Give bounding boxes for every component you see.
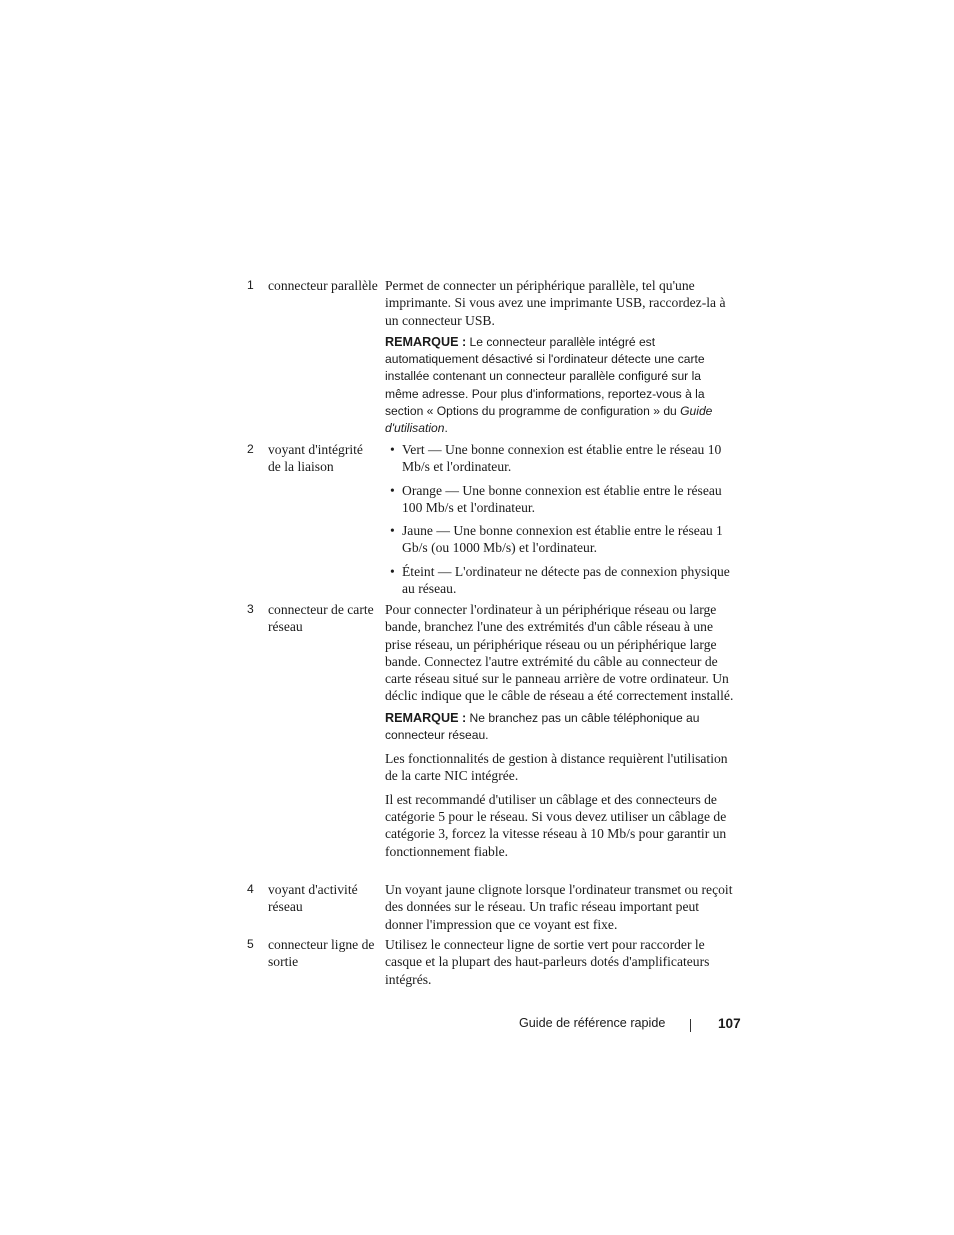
row-number: 2 xyxy=(247,442,254,456)
list-item-text: Orange — Une bonne connexion est établie entre le réseau 100 Mb/s et l'ordinateur. xyxy=(402,482,722,515)
bullet-icon: • xyxy=(390,442,395,457)
row-name: voyant d'intégrité de la liaison xyxy=(268,442,363,475)
page-number: 107 xyxy=(718,1016,741,1031)
note-text: Ne branchez pas un câble téléphonique au connecteur réseau. xyxy=(385,710,700,742)
bullet-icon: • xyxy=(390,482,395,498)
paragraph: Il est recommandé d'utiliser un câblage et des connecteurs de catégorie 5 pour le réseau. Si vous devez utiliser un câblage de catégorie 3, forcez la vitesse réseau à 10 Mb/s pour garantir un fonctionnement fiable. xyxy=(385,791,727,859)
paragraph: Les fonctionnalités de gestion à distance requièrent l'utilisation de la carte NIC intégrée. xyxy=(385,751,728,784)
row-name: connecteur de carte réseau xyxy=(268,602,374,635)
note xyxy=(385,334,737,437)
list-item-text: Vert — Une bonne connexion est établie entre le réseau 10 Mb/s et l'ordinateur. xyxy=(402,442,722,475)
row-number: 5 xyxy=(247,937,254,951)
row-description xyxy=(385,601,737,860)
row-name: connecteur parallèle xyxy=(268,278,378,293)
list-item xyxy=(385,563,737,598)
row-description xyxy=(385,441,737,597)
row-name: connecteur ligne de sortie xyxy=(268,937,375,970)
row-name: voyant d'activité réseau xyxy=(268,882,358,915)
list-item xyxy=(385,482,737,517)
description-text: Un voyant jaune clignote lorsque l'ordinateur transmet ou reçoit des données sur le réseau. Un trafic réseau important peut donner l'impression que ce voyant est fixe. xyxy=(385,882,733,932)
note-end: . xyxy=(444,420,448,435)
row-description xyxy=(385,936,737,988)
note-italic: Guide d'utilisation xyxy=(385,403,713,435)
row-description xyxy=(385,881,737,933)
note-label: REMARQUE : xyxy=(385,334,467,349)
footer-title: Guide de référence rapide xyxy=(519,1016,666,1030)
bullet-list xyxy=(385,441,737,597)
list-item-text: Éteint — L'ordinateur ne détecte pas de connexion physique au réseau. xyxy=(402,563,730,597)
list-item-text: Jaune — Une bonne connexion est établie entre le réseau 1 Gb/s (ou 1000 Mb/s) et l'ordinateur. xyxy=(402,523,723,556)
note-label: REMARQUE : xyxy=(385,710,467,725)
row-number: 4 xyxy=(247,882,254,896)
description-text: Utilisez le connecteur ligne de sortie vert pour raccorder le casque et la plupart des haut-parleurs dotés d'amplificateurs intégrés. xyxy=(385,937,710,987)
description-text: Pour connecter l'ordinateur à un périphérique réseau ou large bande, branchez l'une des extrémités d'un câble réseau à une prise réseau, un périphérique réseau ou un périphérique large bande. Connectez l'autre extrémité du câble au connecteur de carte réseau situé sur le panneau arrière de votre ordinateur. Un déclic indique que le câble de réseau a été correctement installé. xyxy=(385,602,734,704)
footer-separator xyxy=(690,1019,691,1032)
bullet-icon: • xyxy=(390,523,395,539)
description-text: Permet de connecter un périphérique parallèle, tel qu'une imprimante. Si vous avez une imprimante USB, raccordez-la à un connecteur USB. xyxy=(385,278,726,328)
list-item xyxy=(385,522,737,557)
row-description xyxy=(385,277,737,437)
note xyxy=(385,710,737,744)
row-number: 1 xyxy=(247,278,254,292)
list-item xyxy=(385,441,737,476)
bullet-icon: • xyxy=(390,563,395,579)
note-text: Le connecteur parallèle intégré est automatiquement désactivé si l'ordinateur détecte une carte installée contenant un connecteur parallèle configuré sur la même adresse. Pour plus d'informations, reportez-vous à la section « Options du programme de configuration » du xyxy=(385,334,705,418)
row-number: 3 xyxy=(247,602,254,616)
